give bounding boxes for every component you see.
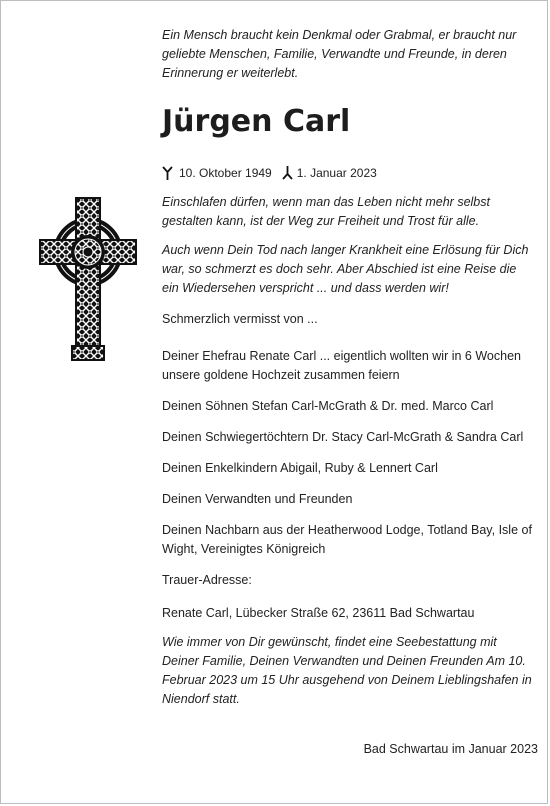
mourners-list — [162, 347, 532, 559]
celtic-cross-icon — [38, 196, 138, 362]
birth-date: 10. Oktober 1949 — [179, 166, 272, 180]
mourner-grandchildren: Deinen Enkelkindern Abigail, Ruby & Lennert Carl — [162, 461, 438, 475]
death-rune-icon — [282, 166, 293, 180]
mourner-daughters-in-law: Deinen Schwiegertöchtern Dr. Stacy Carl-McGrath & Sandra Carl — [162, 430, 524, 444]
address-label: Trauer-Adresse: — [162, 573, 252, 587]
burial-note: Wie immer von Dir gewünscht, findet eine Seebestattung mit Deiner Familie, Deinen Verwandten und Deinen Freunden Am 10. Februar 2023 um 15 Uhr ausgehend von Deinem Lieblingshafen in Niendorf statt. — [162, 635, 532, 706]
mourner-wife: Deiner Ehefrau Renate Carl ... eigentlich wollten wir in 6 Wochen unsere goldene Hochzeit zusammen feiern — [162, 349, 521, 382]
deceased-name: Jürgen Carl — [162, 104, 351, 139]
obituary-content — [162, 26, 532, 709]
paragraph-freedom: Einschlafen dürfen, wenn man das Leben nicht mehr selbst gestalten kann, ist der Weg zur Freiheit und Trost für alle. — [162, 195, 490, 228]
life-dates — [162, 165, 532, 181]
paragraph-farewell: Auch wenn Dein Tod nach langer Krankheit eine Erlösung für Dich war, so schmerzt es doch sehr. Aber Abschied ist eine Reise die ein Wiedersehen verspricht ... und dass werden wir! — [162, 243, 529, 295]
mourner-relatives: Deinen Verwandten und Freunden — [162, 492, 353, 506]
missed-intro: Schmerzlich vermisst von ... — [162, 312, 318, 326]
death-date: 1. Januar 2023 — [296, 166, 377, 180]
mourning-address: Renate Carl, Lübecker Straße 62, 23611 Bad Schwartau — [162, 606, 475, 620]
mourner-neighbours: Deinen Nachbarn aus der Heatherwood Lodge, Totland Bay, Isle of Wight, Vereinigtes Königreich — [162, 523, 532, 556]
mourner-sons: Deinen Söhnen Stefan Carl-McGrath & Dr. med. Marco Carl — [162, 399, 494, 413]
place-and-date: Bad Schwartau im Januar 2023 — [363, 742, 538, 756]
opening-quote: Ein Mensch braucht kein Denkmal oder Grabmal, er braucht nur geliebte Menschen, Familie, Verwandte und Freunde, in deren Erinnerung er weiterlebt. — [162, 28, 517, 80]
life-rune-icon — [162, 166, 173, 180]
